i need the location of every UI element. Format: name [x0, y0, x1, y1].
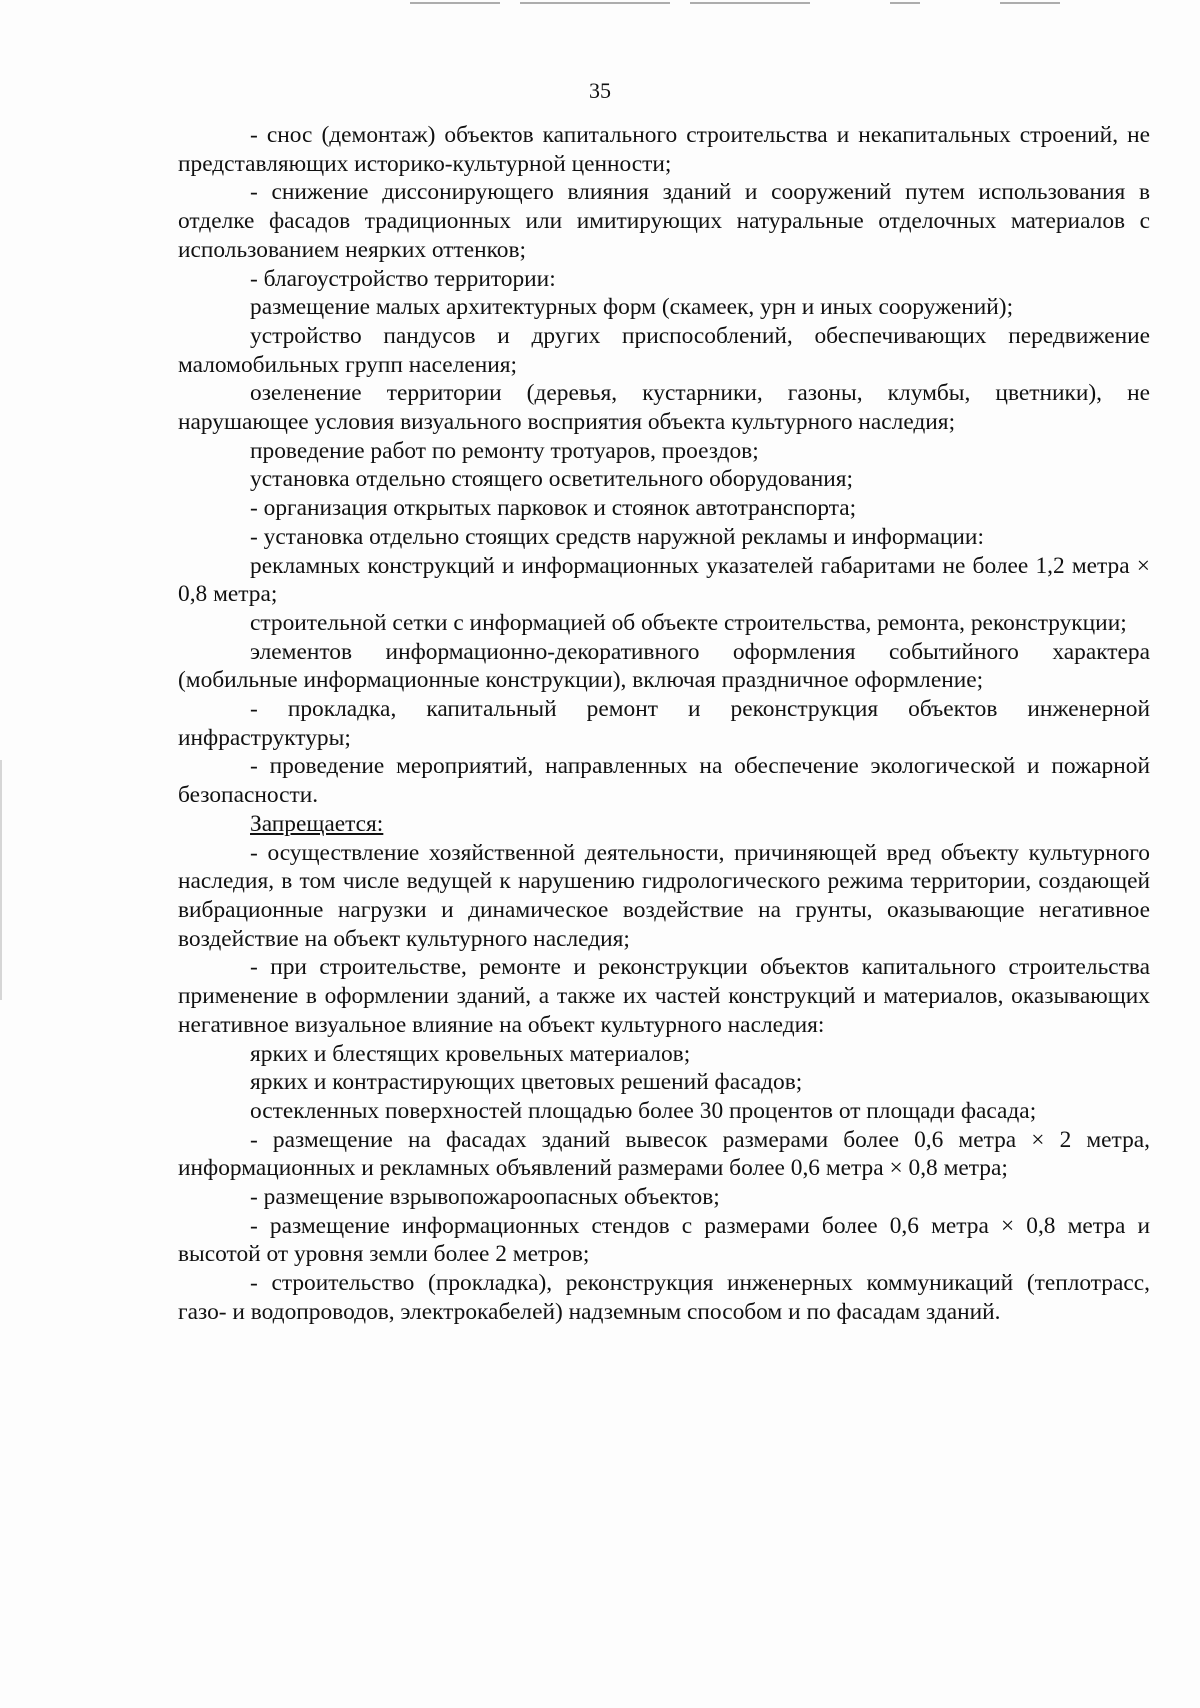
- paragraph: озеленение территории (деревья, кустарники, газоны, клумбы, цветники), не нарушающее условия визуального восприятия объекта культурного наследия;: [178, 380, 1150, 436]
- paragraph: ярких и контрастирующих цветовых решений фасадов;: [250, 1069, 803, 1096]
- paragraph: - установка отдельно стоящих средств наружной рекламы и информации:: [250, 523, 984, 550]
- paragraph: размещение малых архитектурных форм (скамеек, урн и иных сооружений);: [250, 294, 1014, 321]
- paragraph: устройство пандусов и других приспособлений, обеспечивающих передвижение маломобильных групп населения;: [178, 322, 1150, 378]
- paragraph: ярких и блестящих кровельных материалов;: [250, 1040, 691, 1067]
- paragraph: - снос (демонтаж) объектов капитального строительства и некапитальных строений, не представляющих историко-культурной ценности;: [178, 122, 1150, 177]
- paragraph: строительной сетки с информацией об объекте строительства, ремонта, реконструкции;: [250, 609, 1127, 636]
- document-body: [178, 121, 1150, 1327]
- scan-edge-line: [0, 760, 2, 1000]
- paragraph: - снижение диссонирующего влияния зданий и сооружений путем использования в отделке фасадов традиционных или имитирующих натуральные отделочных материалов с использованием неярких оттенков;: [178, 179, 1150, 263]
- paragraph: - размещение взрывопожароопасных объектов;: [250, 1184, 720, 1211]
- paragraph: проведение работ по ремонту тротуаров, проездов;: [250, 437, 759, 464]
- paragraph: - осуществление хозяйственной деятельности, причиняющей вред объекту культурного наследия, в том числе ведущей к нарушению гидрологического режима территории, создающей вибрационные нагрузки и динамическое воздействие на грунты, оказывающие негативное воздействие на объект культурного наследия;: [178, 839, 1150, 952]
- paragraph: установка отдельно стоящего осветительного оборудования;: [250, 466, 854, 493]
- paragraph: - размещение на фасадах зданий вывесок размерами более 0,6 метра × 2 метра, информационных и рекламных объявлений размерами более 0,6 метра × 0,8 метра;: [178, 1126, 1150, 1182]
- paragraph: - при строительстве, ремонте и реконструкции объектов капитального строительства применение в оформлении зданий, а также их частей конструкций и материалов, оказывающих негативное визуальное влияние на объект культурного наследия:: [178, 954, 1150, 1038]
- paragraph: - благоустройство территории:: [250, 265, 556, 292]
- paragraph: - прокладка, капитальный ремонт и реконструкция объектов инженерной инфраструктуры;: [178, 696, 1150, 751]
- paragraph: элементов информационно-декоративного оформления событийного характера (мобильные информационные конструкции), включая праздничное оформление;: [178, 638, 1150, 694]
- section-heading-prohibited: [178, 810, 1150, 839]
- paragraph: - проведение мероприятий, направленных на обеспечение экологической и пожарной безопасности.: [178, 753, 1150, 809]
- paragraph: рекламных конструкций и информационных указателей габаритами не более 1,2 метра × 0,8 метра;: [178, 552, 1150, 608]
- scan-edge-artifacts: [0, 0, 1200, 8]
- paragraph: - размещение информационных стендов с размерами более 0,6 метра × 0,8 метра и высотой от уровня земли более 2 метров;: [178, 1212, 1150, 1268]
- page-number: 35: [589, 78, 611, 103]
- paragraph: - организация открытых парковок и стоянок автотранспорта;: [250, 495, 857, 522]
- paragraph: - строительство (прокладка), реконструкция инженерных коммуникаций (теплотрасс, газо- и водопроводов, электрокабелей) надземным способом и по фасадам зданий.: [178, 1270, 1150, 1325]
- section-heading-text: Запрещается:: [250, 810, 384, 837]
- paragraph: остекленных поверхностей площадью более 30 процентов от площади фасада;: [250, 1097, 1037, 1124]
